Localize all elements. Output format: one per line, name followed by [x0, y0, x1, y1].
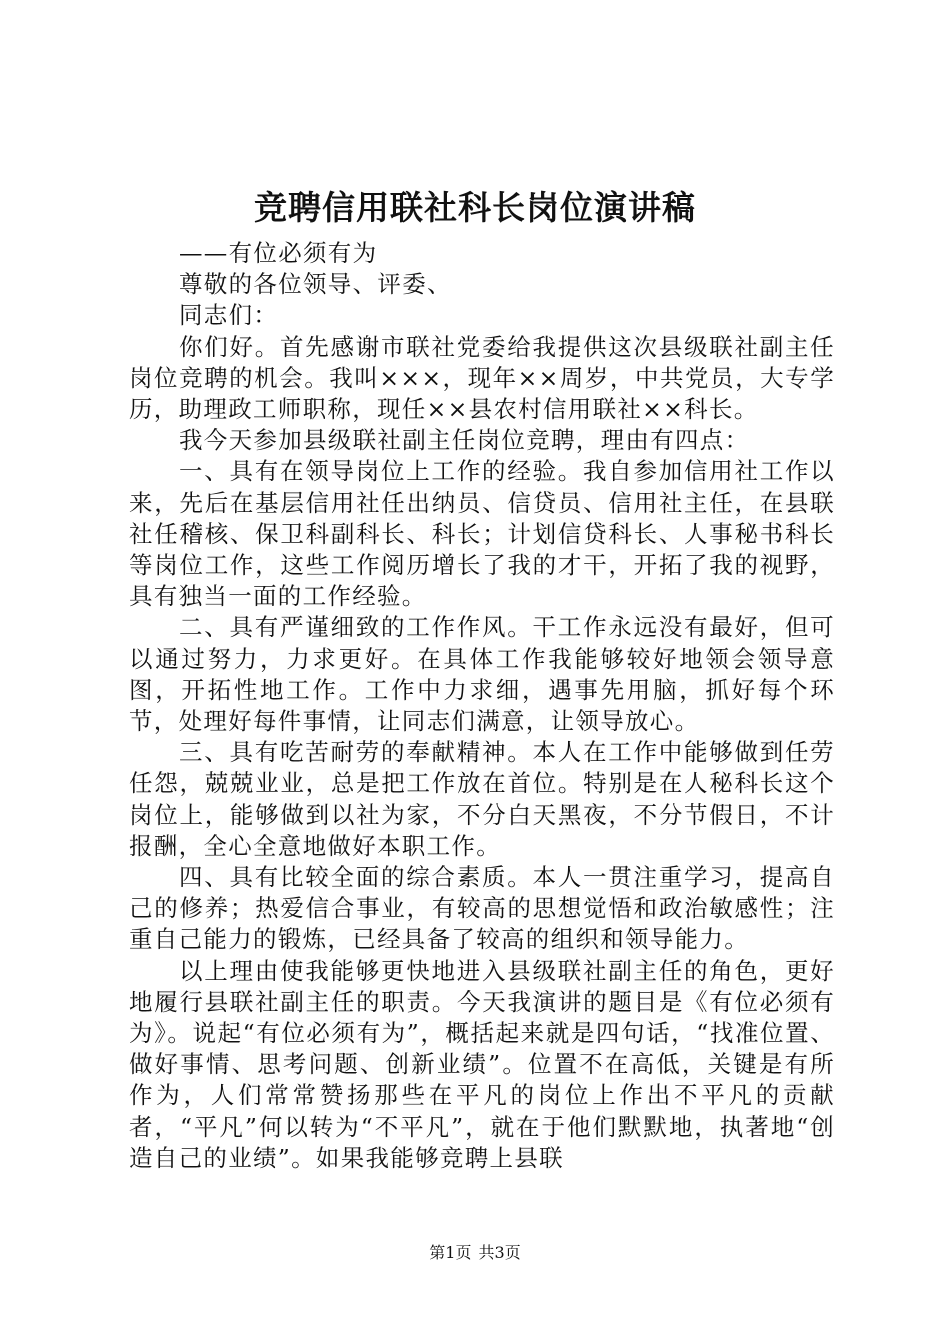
salutation-paragraph: 尊敬的各位领导、评委、: [179, 270, 452, 299]
body-paragraph: 四、具有比较全面的综合素质。本人一贯注重学习，提高自己的修养；热爱信合事业，有较高的思想觉悟和政治敏感性；注重自己能力的锻炼，已经具备了较高的组织和领导能力。: [129, 863, 835, 954]
body-paragraph: 以上理由使我能够更快地进入县级联社副主任的角色，更好地履行县联社副主任的职责。今天我演讲的题目是《有位必须有为》。说起“有位必须有为”，概括起来就是四句话，“找准位置、做好事情、思考问题、创新业绩”。位置不在高低，关键是有所作为，人们常常赞扬那些在平凡的岗位上作出不平凡的贡献者，“平凡”何以转为“不平凡”，就在于他们默默地，执著地“创造自己的业绩”。如果我能够竞聘上县联: [129, 956, 835, 1172]
body-paragraph: 三、具有吃苦耐劳的奉献精神。本人在工作中能够做到任劳任怨，兢兢业业，总是把工作放在首位。特别是在人秘科长这个岗位上，能够做到以社为家，不分白天黑夜，不分节假日，不计报酬，全心全意地做好本职工作。: [129, 738, 835, 860]
body-paragraph: 一、具有在领导岗位上工作的经验。我自参加信用社工作以来，先后在基层信用社任出纳员、信贷员、信用社主任，在县联社任稽核、保卫科副科长、科长；计划信贷科长、人事秘书科长等岗位工作，这些工作阅历增长了我的才干，开拓了我的视野，具有独当一面的工作经验。: [129, 457, 835, 611]
body-paragraph: 二、具有严谨细致的工作作风。干工作永远没有最好，但可以通过努力，力求更好。在具体工作我能够较好地领会领导意图，开拓性地工作。工作中力求细，遇事先用脑，抓好每个环节，处理好每件事情，让同志们满意，让领导放心。: [129, 613, 835, 736]
page-footer: [0, 1242, 950, 1264]
document-body: [129, 238, 835, 1174]
page-number-current: 第1页: [429, 1243, 472, 1262]
body-paragraph: 我今天参加县级联社副主任岗位竞聘，理由有四点：: [179, 426, 750, 455]
document-title: 竞聘信用联社科长岗位演讲稿: [254, 188, 696, 227]
page-number-total: 共3页: [478, 1243, 521, 1262]
salutation-paragraph: 同志们：: [179, 301, 279, 330]
body-paragraph: 你们好。首先感谢市联社党委给我提供这次县级联社副主任岗位竞聘的机会。我叫×××，现年××周岁，中共党员，大专学历，助理政工师职称，现任××县农村信用联社××科长。: [129, 332, 835, 424]
subtitle-paragraph: ——有位必须有为: [179, 239, 378, 267]
